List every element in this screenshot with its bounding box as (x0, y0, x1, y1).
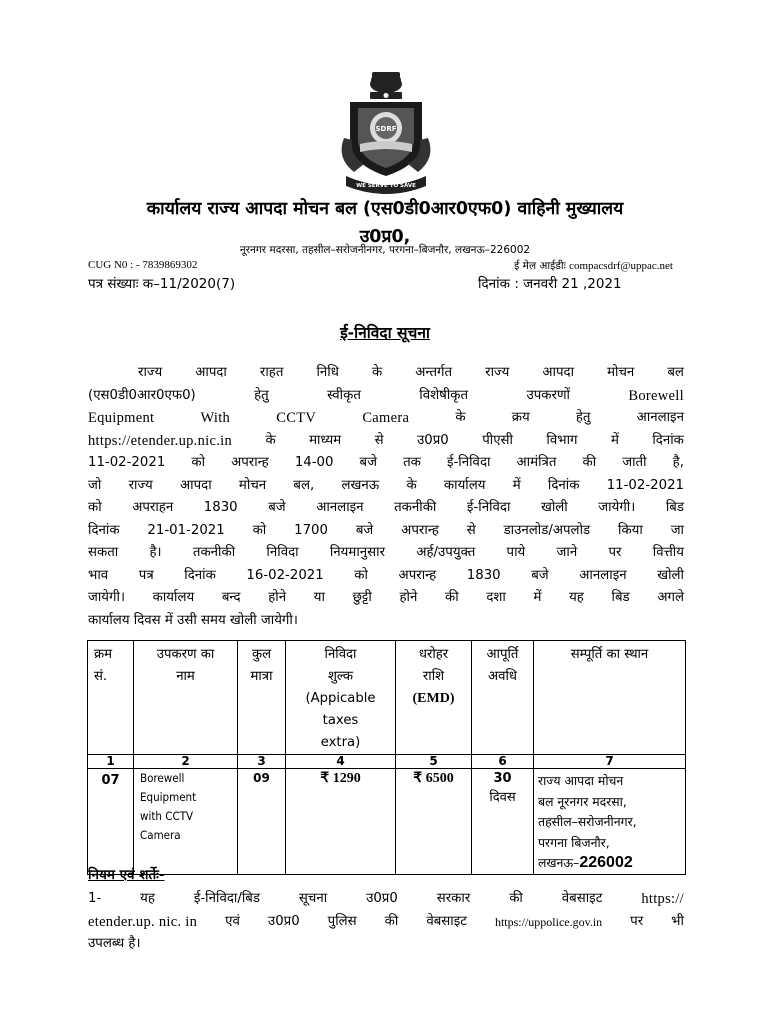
paragraph-word: विभाग (546, 432, 578, 448)
paragraph-line (88, 475, 684, 498)
terms-word: यह (140, 891, 155, 906)
terms-word: वेबसाइट (561, 891, 603, 906)
paragraph-word: जा (670, 522, 684, 538)
paragraph-word: आमंत्रित (516, 455, 557, 470)
paragraph-word: आपदा (542, 365, 575, 380)
paragraph-word: वित्तीय (652, 545, 684, 560)
paragraph-word: यह (569, 590, 584, 605)
sdrf-emblem-logo (330, 68, 442, 196)
paragraph-line (88, 362, 684, 385)
paragraph-word: Camera (362, 410, 410, 426)
paragraph-word: बिड (665, 500, 684, 515)
header-qty: कुल मात्रा (238, 641, 286, 755)
paragraph-word: को (252, 522, 267, 538)
paragraph-word: जायेगी। (88, 590, 125, 605)
terms-word: उ0प्र0 (267, 913, 300, 929)
office-title-line2: उ0प्र0, (359, 227, 411, 247)
col-num: 5 (396, 755, 472, 769)
paragraph-word: With (200, 410, 231, 426)
terms-word: 1- (88, 891, 102, 906)
paragraph-word: को (191, 455, 206, 470)
paragraph-word: बजे (531, 567, 549, 583)
col-num: 4 (286, 755, 396, 769)
terms-word: https://uppolice.gov.in (494, 914, 603, 929)
col-num: 6 (472, 755, 534, 769)
col-num: 2 (134, 755, 238, 769)
paragraph-word: सकता (88, 545, 119, 560)
paragraph-word: कार्यालय दिवस में उसी समय खोली जायेगी। (88, 612, 298, 628)
logo-motto: WE SERVE TO SAVE (356, 183, 416, 189)
terms-word: पर (630, 913, 644, 929)
paragraph-word: 1830 (203, 500, 238, 515)
paragraph-line (88, 385, 684, 408)
paragraph-word: तकनीकी (192, 545, 236, 560)
paragraph-word: आपदा (180, 477, 212, 493)
paragraph-line (88, 610, 684, 633)
seal-text: SDRF (375, 125, 397, 133)
letter-number: पत्र संख्याः क–11/2020(7) (88, 276, 236, 292)
paragraph-word: 11-02-2021 (88, 455, 166, 470)
email-address: compacsdrf@uppac.net (569, 260, 673, 272)
paragraph-word: https://etender.up.nic.in (88, 432, 233, 449)
paragraph-word: ई-निविदा (446, 455, 491, 470)
terms-word: पुलिस (327, 913, 357, 929)
terms-word: की (509, 891, 523, 906)
paragraph-word: बजे (355, 522, 374, 538)
email-line (514, 259, 673, 273)
paragraph-word: या (313, 590, 325, 605)
paragraph-word: भाव (88, 567, 109, 583)
paragraph-word: Borewell (628, 387, 684, 404)
paragraph-word: माध्यम (309, 432, 342, 448)
header-period: आपूर्ति अवधि (472, 641, 534, 755)
paragraph-word: कार्यालय (443, 477, 486, 493)
paragraph-word: निविदा (266, 545, 299, 560)
terms-word: वेबसाइट (426, 913, 467, 929)
paragraph-word: बजे (359, 455, 377, 470)
paragraph-word: बजे (268, 500, 286, 515)
paragraph-line (88, 542, 684, 565)
paragraph-word: पत्र (138, 567, 154, 583)
notice-paragraph (88, 362, 684, 632)
office-address: नूरनगर मदरसा, तहसील–सरोजनीनगर, परगना–बिजनौर, लखनऊ–226002 (239, 244, 531, 256)
cell-period: 30 दिवस (472, 769, 534, 875)
paragraph-word: (एस0डी0आर0एफ0) (88, 387, 196, 403)
paragraph-line (88, 452, 684, 475)
paragraph-word: को (354, 567, 368, 583)
paragraph-word: के (265, 432, 276, 448)
terms-line (88, 933, 684, 956)
paragraph-word: बल, (293, 477, 315, 493)
paragraph-word: हेतु (575, 410, 591, 425)
paragraph-word: अर्ह/उपयुक्त (416, 545, 476, 560)
paragraph-word: होने (268, 590, 287, 605)
terms-word: एवं (225, 913, 240, 929)
tender-table (87, 640, 686, 875)
paragraph-word: बिड (611, 590, 630, 605)
letter-date: दिनांक : जनवरी 21 ,2021 (478, 276, 622, 292)
paragraph-word: 11-02-2021 (606, 477, 684, 493)
office-title (60, 195, 710, 251)
paragraph-word: पर (608, 545, 622, 560)
paragraph-word: डाउनलोड/अपलोड (503, 522, 591, 538)
cell-place: राज्य आपदा मोचन बल नूरनगर मदरसा, तहसील–सरोजनीनगर, परगना बिजनौर, लखनऊ–226002 (534, 769, 686, 875)
notice-title: ई-निविदा सूचना (340, 324, 430, 342)
cell-qty: 09 (238, 769, 286, 875)
paragraph-word: छुट्टी (352, 590, 372, 605)
terms-word: उपलब्ध है। (88, 936, 141, 951)
paragraph-word: जाने (556, 545, 578, 560)
terms-word: ई-निविदा/बिड (193, 891, 260, 906)
paragraph-word: ई-निविदा (466, 500, 511, 515)
terms-word: की (384, 913, 399, 929)
paragraph-line (88, 587, 684, 610)
paragraph-word: की (445, 590, 459, 605)
paragraph-word: होने (399, 590, 418, 605)
paragraph-word: आनलाइन (579, 567, 627, 583)
paragraph-word: तकनीकी (394, 500, 437, 515)
paragraph-word: की (582, 455, 597, 470)
paragraph-word: राज्य (128, 477, 153, 493)
paragraph-word: अगले (657, 590, 684, 605)
paragraph-word: के (406, 477, 417, 493)
table-header-row (88, 641, 686, 755)
cell-fee: ₹ 1290 (286, 769, 396, 875)
cell-emd: ₹ 6500 (396, 769, 472, 875)
paragraph-word: राज्य (485, 365, 510, 380)
paragraph-word: स्वीकृत (327, 387, 361, 403)
paragraph-word: के (455, 410, 466, 425)
paragraph-word: के (371, 365, 383, 380)
paragraph-word: बल (667, 365, 684, 380)
paragraph-word: से (374, 432, 384, 448)
terms-word: भी (671, 913, 684, 929)
paragraph-word: बन्द (221, 590, 241, 605)
paragraph-word: में (610, 432, 619, 448)
paragraph-word: 16-02-2021 (246, 567, 324, 583)
email-label: ई मेल आईडीः (514, 260, 566, 272)
paragraph-word: उपकरणों (526, 387, 571, 403)
paragraph-word: दिनांक (88, 522, 120, 538)
col-num: 3 (238, 755, 286, 769)
paragraph-word: विशेषीकृत (419, 387, 469, 403)
paragraph-word: अपरान्ह (231, 455, 269, 470)
paragraph-line (88, 565, 684, 588)
terms-word: सरकार (436, 891, 471, 906)
paragraph-word: में (512, 477, 521, 493)
paragraph-word: है। (149, 545, 162, 560)
paragraph-line (88, 407, 684, 430)
paragraph-word: कार्यालय (152, 590, 195, 605)
paragraph-line (88, 497, 684, 520)
paragraph-word: अपरान्ह (401, 522, 439, 538)
paragraph-word: खोली (540, 500, 568, 515)
paragraph-word: CCTV (276, 410, 317, 426)
paragraph-word: 1700 (294, 522, 328, 538)
terms-word: etender.up. nic. in (88, 913, 198, 930)
paragraph-word: लखनऊ (341, 477, 380, 493)
paragraph-word: किया (618, 522, 643, 538)
paragraph-word: मोचन (607, 365, 635, 380)
paragraph-word: निधि (316, 365, 339, 380)
paragraph-word: जो (88, 477, 102, 493)
header-fee: निविदा शुल्क (Appicable taxes extra) (286, 641, 396, 755)
terms-list (88, 888, 684, 956)
paragraph-word: है, (672, 455, 684, 470)
paragraph-word: तक (403, 455, 421, 470)
paragraph-word: से (466, 522, 476, 538)
table-row (88, 769, 686, 875)
paragraph-line (88, 430, 684, 453)
paragraph-word: नियमानुसार (329, 545, 386, 560)
header-emd: धरोहर राशि (EMD) (396, 641, 472, 755)
paragraph-word: 14-00 (294, 455, 334, 470)
cell-sr: 07 (88, 769, 134, 875)
paragraph-word: अपरान्ह (398, 567, 437, 583)
terms-word: सूचना (298, 891, 328, 906)
header-equipment: उपकरण का नाम (134, 641, 238, 755)
paragraph-word: आपदा (195, 365, 227, 380)
paragraph-word: क्रय (511, 410, 530, 425)
column-number-row (88, 755, 686, 769)
cug-number: CUG N0 : - 7839869302 (88, 259, 198, 271)
paragraph-word: दिनांक (547, 477, 580, 493)
paragraph-word: आनलाइन (636, 410, 684, 425)
paragraph-word: पीएसी (482, 432, 513, 448)
paragraph-word: पाये (506, 545, 526, 560)
paragraph-word: राज्य (138, 365, 163, 380)
paragraph-word: मोचन (238, 477, 267, 493)
paragraph-word: दिनांक (652, 432, 684, 448)
terms-line (88, 888, 684, 911)
paragraph-word: आनलाइन (316, 500, 364, 515)
paragraph-word: में (533, 590, 542, 605)
paragraph-word: अन्तर्गत (415, 365, 453, 380)
paragraph-word: जाती (622, 455, 647, 470)
col-num: 7 (534, 755, 686, 769)
paragraph-word: दिनांक (184, 567, 216, 583)
paragraph-word: दशा (486, 590, 506, 605)
paragraph-word: राहत (259, 365, 284, 380)
paragraph-word: 21-01-2021 (147, 522, 225, 538)
paragraph-line (88, 520, 684, 543)
paragraph-word: Equipment (88, 410, 155, 426)
paragraph-word: उ0प्र0 (417, 432, 449, 448)
ashoka-emblem-icon (370, 72, 402, 99)
header-sr: क्रम सं. (88, 641, 134, 755)
terms-line (88, 911, 684, 934)
paragraph-word: हेतु (254, 387, 269, 403)
paragraph-word: 1830 (466, 567, 501, 583)
cell-equipment: Borewell Equipment with CCTV Camera (134, 769, 238, 875)
col-num: 1 (88, 755, 134, 769)
paragraph-word: अपराहन (132, 500, 174, 515)
office-title-line1: कार्यालय राज्य आपदा मोचन बल (एस0डी0आर0एफ0) वाहिनी मुख्यालय (146, 199, 624, 219)
terms-word: उ0प्र0 (366, 891, 398, 906)
paragraph-word: को (88, 500, 102, 515)
paragraph-word: खोली (657, 567, 684, 583)
header-place: सम्पूर्ति का स्थान (534, 641, 686, 755)
terms-heading: नियम एवं शर्तेः- (88, 867, 165, 883)
paragraph-word: जायेगी। (598, 500, 636, 515)
terms-word: https:// (641, 891, 684, 907)
